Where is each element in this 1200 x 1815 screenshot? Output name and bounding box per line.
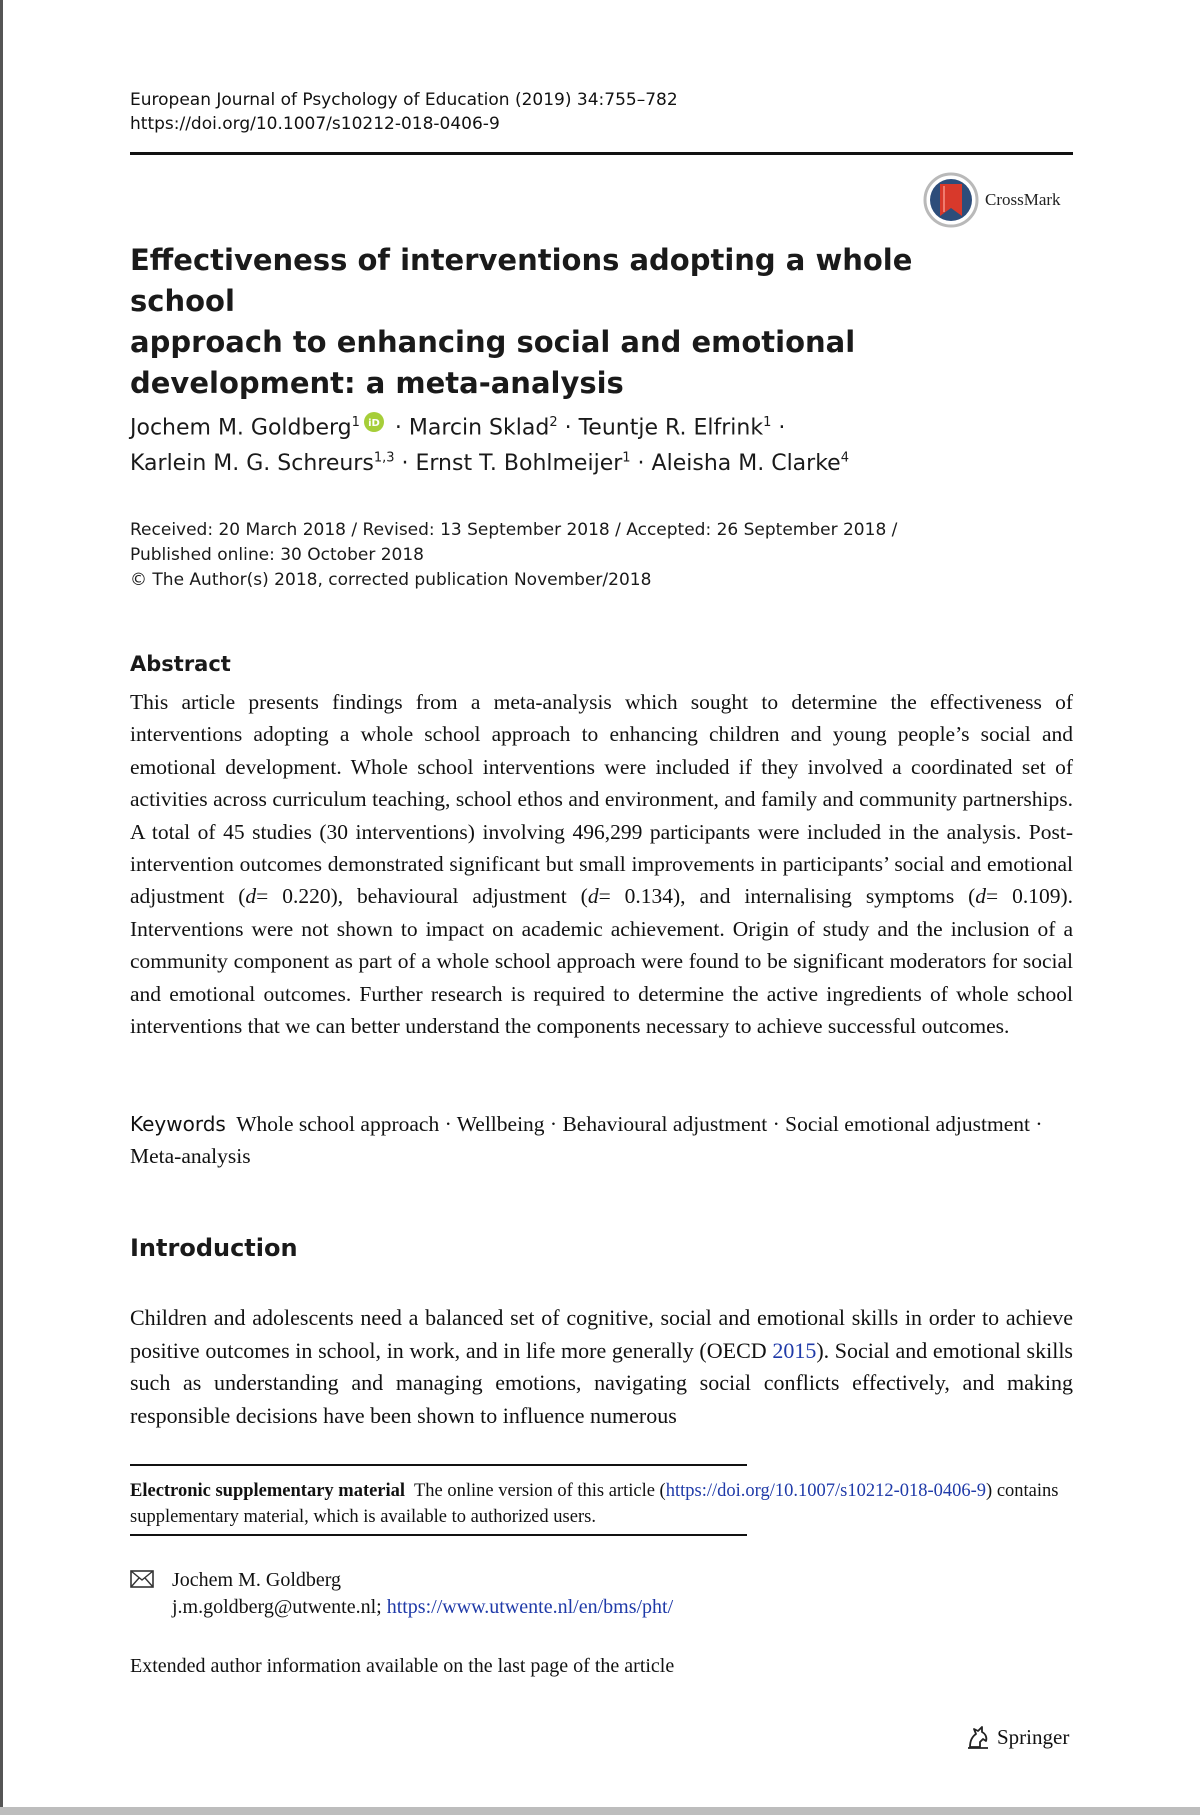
page-bottom-edge bbox=[0, 1807, 1200, 1815]
dates-line: Received: 20 March 2018 / Revised: 13 September 2018 / Accepted: 26 September 2018 / bbox=[130, 520, 898, 540]
contact-email[interactable]: j.m.goldberg@utwente.nl; bbox=[172, 1596, 382, 1618]
svg-text:iD: iD bbox=[368, 418, 380, 429]
publisher-name: Springer bbox=[997, 1724, 1070, 1749]
corresponding-author bbox=[130, 1567, 673, 1621]
author-list bbox=[130, 410, 990, 480]
abstract-text: = 0.220), behavioural adjustment ( bbox=[256, 884, 588, 909]
supplementary-link[interactable]: https://doi.org/10.1007/s10212-018-0406-9 bbox=[665, 1481, 987, 1501]
introduction-text: ). Social and emotional skills such as understanding and managing emotions, navigating social conflicts effectively, and making responsible decisions have been shown to influence numerous bbox=[130, 1337, 1073, 1429]
keywords-text: Whole school approach · Wellbeing · Behavioural adjustment · Social emotional adjustment · Meta-analysis bbox=[130, 1112, 1043, 1168]
orcid-icon[interactable] bbox=[363, 410, 385, 443]
contact-url[interactable]: https://www.utwente.nl/en/bms/pht/ bbox=[386, 1596, 674, 1618]
contact-name: Jochem M. Goldberg bbox=[172, 1569, 342, 1591]
author-name[interactable]: Ernst T. Bohlmeijer bbox=[415, 451, 623, 476]
supplementary-note bbox=[130, 1478, 1073, 1530]
envelope-icon bbox=[130, 1567, 172, 1621]
author-name[interactable]: Marcin Sklad bbox=[408, 415, 550, 441]
author-affiliation: 1 bbox=[351, 415, 360, 431]
effect-size-symbol: d bbox=[975, 884, 987, 909]
springer-horse-icon bbox=[965, 1724, 991, 1750]
title-line: Effectiveness of interventions adopting a whole school bbox=[130, 243, 913, 318]
crossmark-badge[interactable] bbox=[923, 172, 1061, 228]
supplementary-text: The online version of this article ( bbox=[413, 1481, 666, 1501]
author-name[interactable]: Jochem M. Goldberg bbox=[130, 415, 352, 441]
introduction-text: Children and adolescents need a balanced set of cognitive, social and emotional skills in order to achieve positive outcomes in school, in work, and in life more generally (OECD bbox=[130, 1305, 1073, 1363]
copyright-line: © The Author(s) 2018, corrected publication November/2018 bbox=[130, 570, 652, 590]
author-affiliation: 4 bbox=[840, 450, 849, 466]
keywords-label: Keywords bbox=[130, 1112, 226, 1136]
effect-size-symbol: d bbox=[245, 884, 257, 909]
author-line-1: Jochem M. Goldberg$^1$ iD · Marcin Sklad$^2$ · Teuntje R. Elfrink$^1$ · bbox=[130, 410, 990, 447]
supplementary-label: Electronic supplementary material bbox=[130, 1481, 406, 1501]
keywords bbox=[130, 1108, 1073, 1172]
citation-link[interactable]: 2015 bbox=[772, 1337, 817, 1363]
doi-text[interactable]: https://doi.org/10.1007/s10212-018-0406-9 bbox=[130, 114, 500, 134]
abstract-body bbox=[130, 686, 1073, 1042]
footnote-rule bbox=[130, 1534, 747, 1536]
page-border bbox=[0, 0, 3, 1815]
abstract-text: This article presents findings from a meta-analysis which sought to determine the effectiveness of interventions adopting a whole school approach to enhancing children and young people’s social and emotional development. Whole school interventions were included if they involved a coordinated set of activities across curriculum teaching, school ethos and environment, and family and community partnerships. A total of 45 studies (30 interventions) involving 496,299 participants were included in the analysis. Post-intervention outcomes demonstrated significant but small improvements in participants’ social and emotional adjustment ( bbox=[130, 690, 1073, 909]
publication-dates bbox=[130, 518, 897, 593]
crossmark-icon bbox=[923, 172, 979, 228]
author-affiliation: 2 bbox=[549, 415, 558, 431]
paper-title bbox=[130, 240, 930, 404]
author-affiliation: 1,3 bbox=[373, 450, 395, 466]
header-rule bbox=[130, 152, 1073, 155]
author-affiliation: 1 bbox=[622, 450, 631, 466]
supplementary-text: ) contains supplementary material, which is available to authorized users. bbox=[130, 1481, 1059, 1527]
journal-citation: European Journal of Psychology of Education (2019) 34:755–782 bbox=[130, 90, 678, 110]
crossmark-label: CrossMark bbox=[985, 190, 1061, 209]
abstract-text: = 0.109). Interventions were not shown to impact on academic achievement. Origin of study and the inclusion of a community component as part of a whole school approach were found to be significant moderators for social and emotional outcomes. Further research is required to determine the active ingredients of whole school interventions that we can better understand the components necessary to achieve successful outcomes. bbox=[130, 884, 1073, 1039]
author-name[interactable]: Aleisha M. Clarke bbox=[651, 451, 841, 476]
springer-logo bbox=[965, 1724, 1069, 1750]
introduction-body bbox=[130, 1302, 1073, 1433]
author-line-2: Karlein M. G. Schreurs$^{1,3}$ · Ernst T. Bohlmeijer$^1$ · Aleisha M. Clarke$^4$ bbox=[130, 450, 849, 476]
journal-header bbox=[130, 88, 678, 136]
author-name[interactable]: Teuntje R. Elfrink bbox=[578, 415, 764, 441]
abstract-heading: Abstract bbox=[130, 652, 231, 676]
abstract-text: = 0.134), and internalising symptoms ( bbox=[598, 884, 976, 909]
extended-author-info: Extended author information available on the last page of the article bbox=[130, 1655, 675, 1677]
author-affiliation: 1 bbox=[763, 415, 772, 431]
footnote-rule bbox=[130, 1464, 747, 1466]
effect-size-symbol: d bbox=[587, 884, 599, 909]
introduction-heading: Introduction bbox=[130, 1234, 298, 1262]
title-line: development: a meta-analysis bbox=[130, 366, 624, 400]
title-line: approach to enhancing social and emotional bbox=[130, 325, 856, 359]
dates-line: Published online: 30 October 2018 bbox=[130, 545, 424, 565]
author-name[interactable]: Karlein M. G. Schreurs bbox=[130, 451, 374, 476]
